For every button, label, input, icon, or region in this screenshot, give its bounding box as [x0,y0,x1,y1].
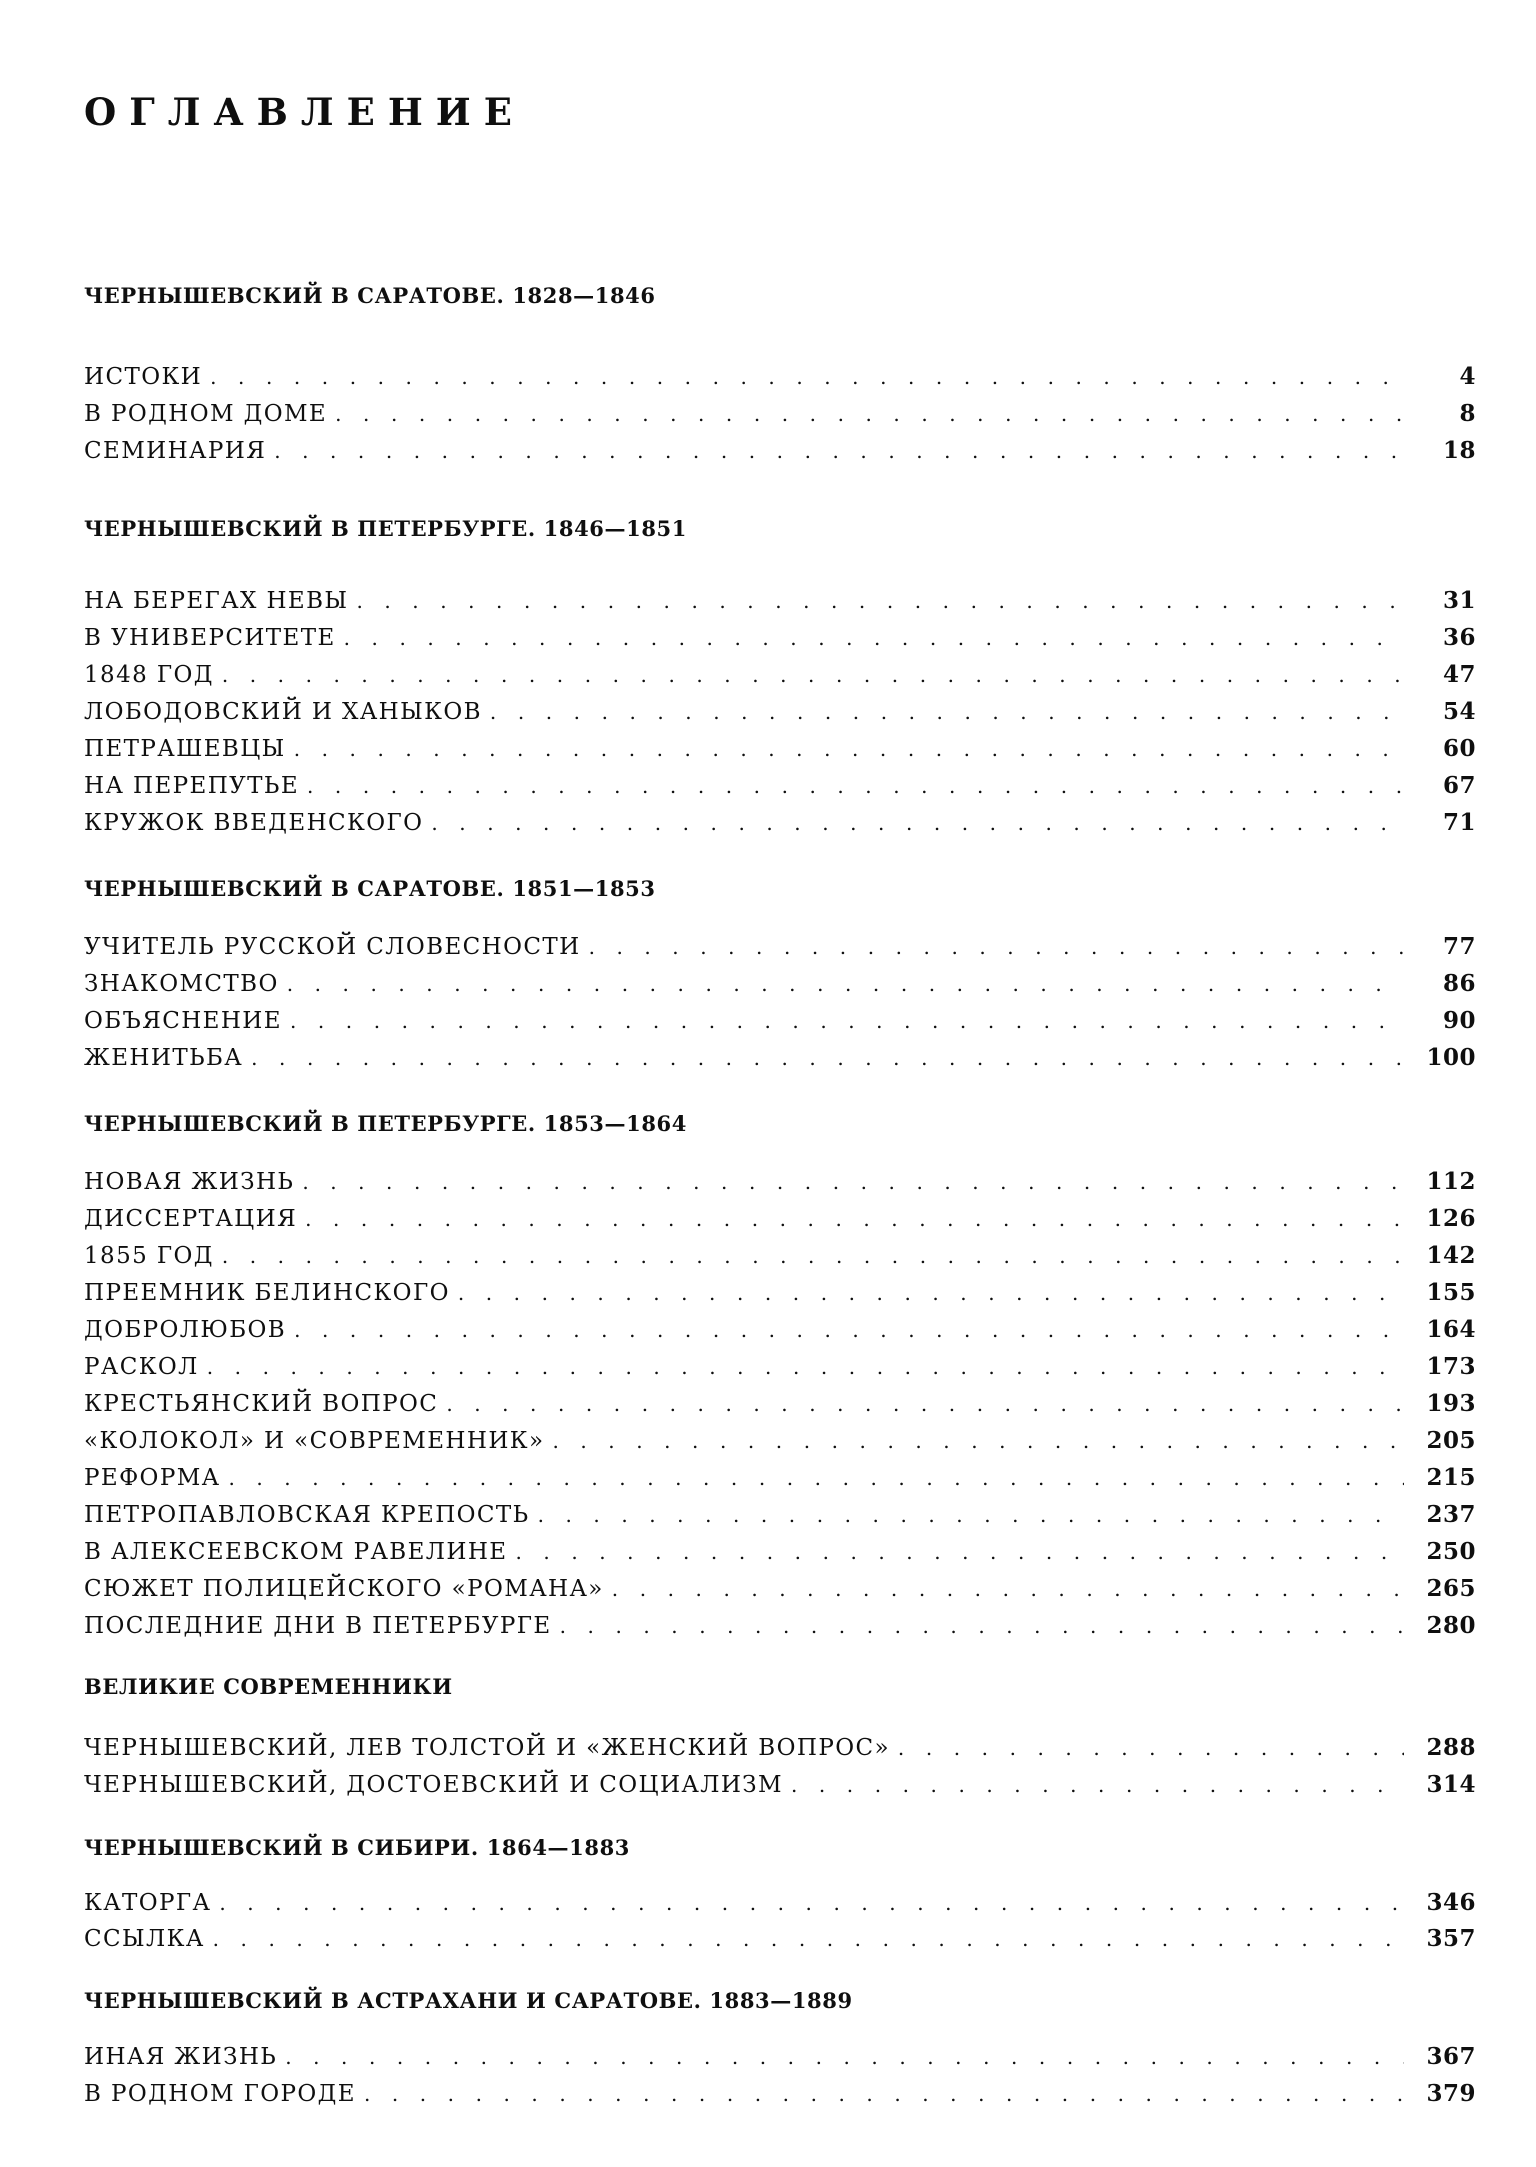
entry-title: УЧИТЕЛЬ РУССКОЙ СЛОВЕСНОСТИ [84,934,581,960]
dot-leader [431,808,1404,838]
toc-entry[interactable] [84,932,1476,962]
entry-title: НА ПЕРЕПУТЬЕ [84,773,300,799]
dot-leader [294,734,1404,764]
entry-title: ЖЕНИТЬБА [84,1045,244,1071]
entry-page-number: 237 [1426,1501,1476,1528]
toc-entry[interactable] [84,1733,1476,1763]
dot-leader [213,1924,1404,1954]
toc-entry[interactable] [84,436,1476,466]
dot-leader [364,2079,1404,2109]
toc-entry[interactable] [84,1352,1476,1382]
entry-title: В АЛЕКСЕЕВСКОМ РАВЕЛИНЕ [84,1539,508,1565]
entry-page-number: 164 [1426,1316,1476,1343]
entry-page-number: 193 [1426,1390,1476,1417]
toc-entry[interactable] [84,660,1476,690]
entry-title: КРЕСТЬЯНСКИЙ ВОПРОС [84,1391,439,1417]
entry-title: В РОДНОМ ГОРОДЕ [84,2081,356,2107]
toc-entry[interactable] [84,623,1476,653]
entry-title: ДОБРОЛЮБОВ [84,1317,287,1343]
toc-entry[interactable] [84,1611,1476,1641]
dot-leader [898,1733,1404,1763]
toc-entry[interactable] [84,362,1476,392]
entry-page-number: 36 [1442,624,1476,651]
dot-leader [222,660,1404,690]
dot-leader [294,1315,1404,1345]
toc-entry[interactable] [84,697,1476,727]
section-heading: ЧЕРНЫШЕВСКИЙ В ПЕТЕРБУРГЕ. 1853—1864 [84,1111,687,1136]
dot-leader [458,1278,1404,1308]
dot-leader [356,586,1404,616]
dot-leader [305,1204,1404,1234]
toc-entry[interactable] [84,1043,1476,1073]
entry-page-number: 367 [1426,2043,1476,2070]
entry-page-number: 18 [1442,437,1476,464]
toc-entry[interactable] [84,1924,1476,1954]
dot-leader [274,436,1404,466]
entry-page-number: 86 [1442,970,1476,997]
entry-page-number: 71 [1442,809,1476,836]
dot-leader [222,1241,1404,1271]
section-heading: ЧЕРНЫШЕВСКИЙ В ПЕТЕРБУРГЕ. 1846—1851 [84,516,687,541]
dot-leader [251,1043,1404,1073]
toc-entry[interactable] [84,1463,1476,1493]
toc-entry[interactable] [84,1241,1476,1271]
entry-title: «КОЛОКОЛ» И «СОВРЕМЕННИК» [84,1428,545,1454]
entry-page-number: 112 [1426,1168,1476,1195]
entry-title: ОБЪЯСНЕНИЕ [84,1008,282,1034]
toc-entry[interactable] [84,1006,1476,1036]
toc-entry[interactable] [84,1574,1476,1604]
toc-entry[interactable] [84,2042,1476,2072]
entry-title: СЮЖЕТ ПОЛИЦЕЙСКОГО «РОМАНА» [84,1576,604,1602]
entry-page-number: 265 [1426,1575,1476,1602]
page-title: ОГЛАВЛЕНИЕ [84,90,525,134]
dot-leader [344,623,1404,653]
toc-entry[interactable] [84,808,1476,838]
entry-title: ПЕТРОПАВЛОВСКАЯ КРЕПОСТЬ [84,1502,530,1528]
entry-title: РАСКОЛ [84,1354,199,1380]
entry-title: НОВАЯ ЖИЗНЬ [84,1169,295,1195]
entry-page-number: 379 [1426,2080,1476,2107]
entry-page-number: 60 [1442,735,1476,762]
entry-title: ПОСЛЕДНИЕ ДНИ В ПЕТЕРБУРГЕ [84,1613,552,1639]
section-heading: ЧЕРНЫШЕВСКИЙ В САРАТОВЕ. 1828—1846 [84,283,656,308]
entry-title: ДИССЕРТАЦИЯ [84,1206,298,1232]
dot-leader [538,1500,1404,1530]
dot-leader [612,1574,1404,1604]
dot-leader [307,771,1404,801]
entry-page-number: 357 [1426,1925,1476,1952]
toc-entry[interactable] [84,1315,1476,1345]
entry-title: КАТОРГА [84,1890,212,1916]
toc-entry[interactable] [84,586,1476,616]
dot-leader [560,1611,1404,1641]
dot-leader [302,1167,1404,1197]
section-heading: ЧЕРНЫШЕВСКИЙ В САРАТОВЕ. 1851—1853 [84,876,656,901]
toc-entry[interactable] [84,1204,1476,1234]
dot-leader [287,969,1404,999]
entry-page-number: 173 [1426,1353,1476,1380]
entry-page-number: 90 [1442,1007,1476,1034]
dot-leader [516,1537,1405,1567]
entry-title: ПРЕЕМНИК БЕЛИНСКОГО [84,1280,450,1306]
dot-leader [552,1426,1404,1456]
dot-leader [446,1389,1404,1419]
entry-title: НА БЕРЕГАХ НЕВЫ [84,588,349,614]
entry-title: ПЕТРАШЕВЦЫ [84,736,286,762]
dot-leader [207,1352,1404,1382]
entry-page-number: 155 [1426,1279,1476,1306]
entry-page-number: 288 [1426,1734,1476,1761]
toc-entry[interactable] [84,1278,1476,1308]
entry-page-number: 4 [1459,363,1476,390]
toc-entry[interactable] [84,1770,1476,1800]
entry-title: ЧЕРНЫШЕВСКИЙ, ДОСТОЕВСКИЙ И СОЦИАЛИЗМ [84,1772,783,1798]
entry-title: ЛОБОДОВСКИЙ И ХАНЫКОВ [84,699,482,725]
dot-leader [228,1463,1404,1493]
entry-title: ИСТОКИ [84,364,203,390]
dot-leader [210,362,1404,392]
entry-title: В УНИВЕРСИТЕТЕ [84,625,336,651]
entry-page-number: 77 [1442,933,1476,960]
toc-entry[interactable] [84,969,1476,999]
toc-entry[interactable] [84,399,1476,429]
dot-leader [589,932,1404,962]
toc-entry[interactable] [84,1500,1476,1530]
dot-leader [290,1006,1404,1036]
entry-title: КРУЖОК ВВЕДЕНСКОГО [84,810,424,836]
toc-entry[interactable] [84,1888,1476,1918]
dot-leader [490,697,1404,727]
dot-leader [791,1770,1404,1800]
entry-title: ЧЕРНЫШЕВСКИЙ, ЛЕВ ТОЛСТОЙ И «ЖЕНСКИЙ ВОПРОС» [84,1735,890,1761]
toc-entry[interactable] [84,1389,1476,1419]
dot-leader [219,1888,1404,1918]
entry-page-number: 8 [1459,400,1476,427]
entry-page-number: 100 [1426,1044,1476,1071]
entry-title: СЕМИНАРИЯ [84,438,267,464]
entry-title: 1855 ГОД [84,1243,214,1269]
entry-page-number: 126 [1426,1205,1476,1232]
section-heading: ЧЕРНЫШЕВСКИЙ В АСТРАХАНИ И САРАТОВЕ. 1883—1889 [84,1988,853,2013]
entry-page-number: 215 [1426,1464,1476,1491]
toc-entry[interactable] [84,2079,1476,2109]
entry-page-number: 205 [1426,1427,1476,1454]
toc-entry[interactable] [84,1426,1476,1456]
entry-page-number: 67 [1442,772,1476,799]
toc-entry[interactable] [84,771,1476,801]
entry-page-number: 142 [1426,1242,1476,1269]
section-heading: ЧЕРНЫШЕВСКИЙ В СИБИРИ. 1864—1883 [84,1835,630,1860]
entry-page-number: 250 [1426,1538,1476,1565]
toc-entry[interactable] [84,1167,1476,1197]
entry-page-number: 280 [1426,1612,1476,1639]
entry-title: РЕФОРМА [84,1465,221,1491]
entry-title: ЗНАКОМСТВО [84,971,279,997]
entry-page-number: 54 [1442,698,1476,725]
entry-page-number: 346 [1426,1889,1476,1916]
toc-entry[interactable] [84,1537,1476,1567]
entry-title: ИНАЯ ЖИЗНЬ [84,2044,278,2070]
entry-title: ССЫЛКА [84,1926,205,1952]
entry-page-number: 47 [1442,661,1476,688]
entry-page-number: 31 [1442,587,1476,614]
dot-leader [335,399,1404,429]
section-heading: ВЕЛИКИЕ СОВРЕМЕННИКИ [84,1674,453,1699]
toc-entry[interactable] [84,734,1476,764]
dot-leader [285,2042,1404,2072]
entry-page-number: 314 [1426,1771,1476,1798]
entry-title: В РОДНОМ ДОМЕ [84,401,328,427]
entry-title: 1848 ГОД [84,662,214,688]
